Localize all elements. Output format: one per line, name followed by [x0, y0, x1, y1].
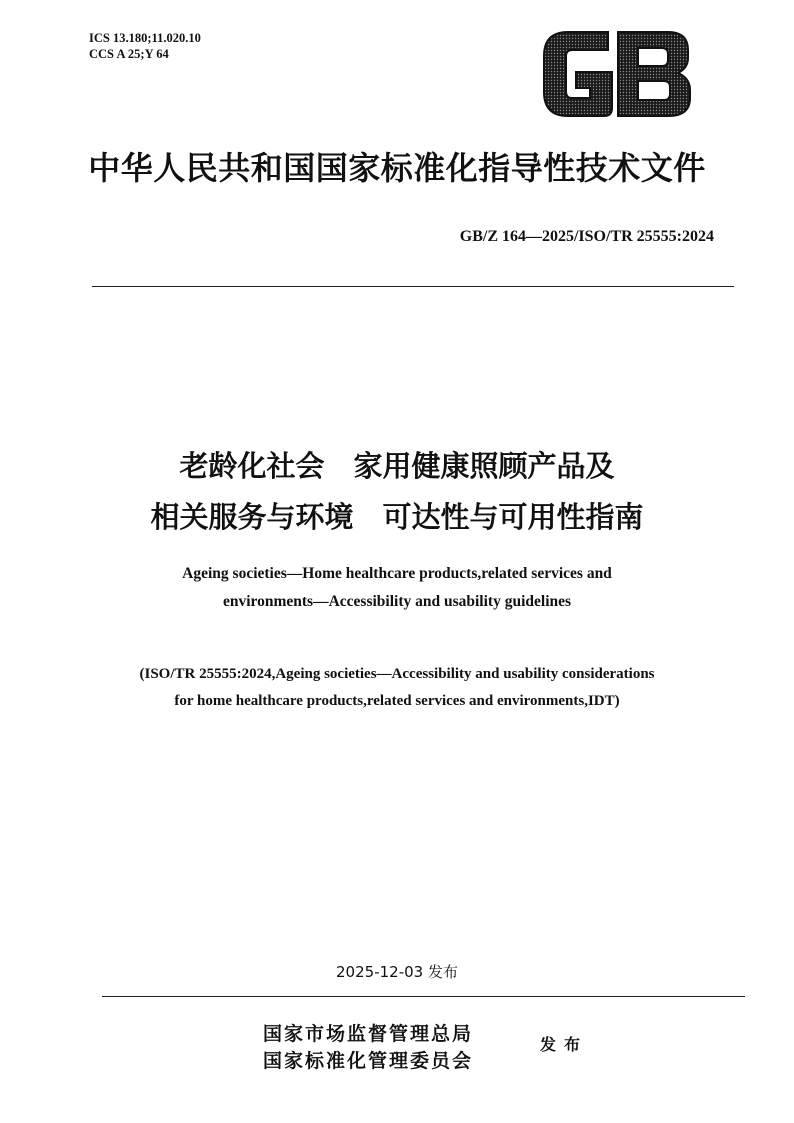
- title-en-line-1: Ageing societies—Home healthcare products,related services and: [182, 565, 612, 582]
- title-en-line-2: environments—Accessibility and usability guidelines: [222, 593, 572, 610]
- classification-codes: [89, 30, 201, 62]
- issue-date: 2025-12-03 发布: [336, 963, 458, 981]
- issuer-samr: 国家市场监督管理总局: [263, 1023, 474, 1045]
- source-reference-line-2: for home healthcare products,related services and environments,IDT): [174, 693, 620, 709]
- publish-label: 发布: [540, 1035, 589, 1054]
- top-divider: [92, 286, 734, 287]
- ccs-code: CCS A 25;Y 64: [89, 47, 169, 61]
- title-cn-line-2: 相关服务与环境 可达性与可用性指南: [150, 500, 644, 534]
- issuer-sac: 国家标准化管理委员会: [263, 1050, 474, 1072]
- bottom-divider: [102, 996, 745, 997]
- source-reference-line-1: (ISO/TR 25555:2024,Ageing societies—Accessibility and usability considerations: [139, 666, 655, 682]
- standard-number: GB/Z 164—2025/ISO/TR 25555:2024: [459, 228, 714, 245]
- gb-logo: [538, 28, 693, 120]
- title-cn-line-1: 老龄化社会 家用健康照顾产品及: [179, 449, 615, 483]
- document-category-heading: 中华人民共和国国家标准化指导性技术文件: [88, 149, 706, 187]
- ics-code: ICS 13.180;11.020.10: [89, 31, 201, 45]
